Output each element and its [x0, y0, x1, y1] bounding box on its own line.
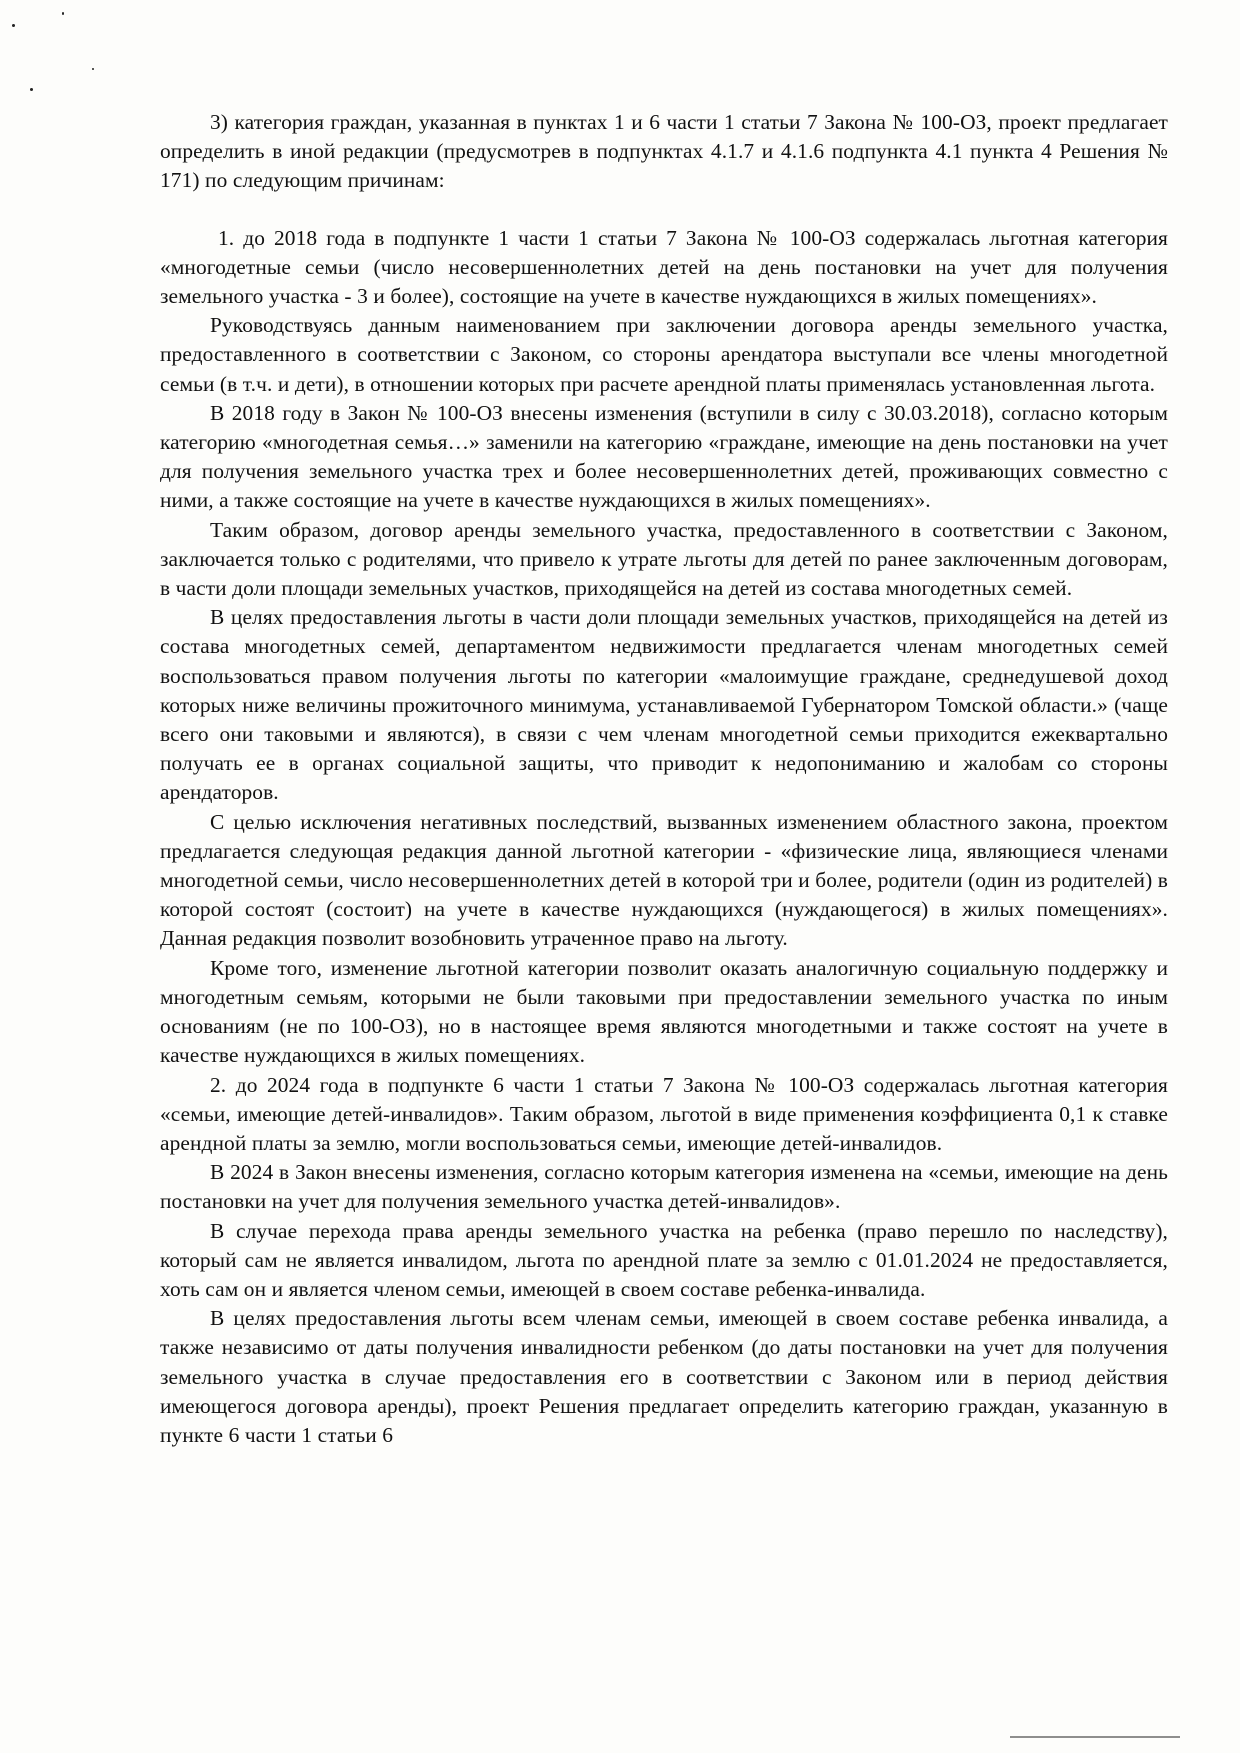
paragraph: В 2024 в Закон внесены изменения, согласно которым категория изменена на «семьи, имеющие на день постановки на учет для получения земельного участка детей-инвалидов». [160, 1160, 1168, 1214]
paragraph-item-2: 2. до 2024 года в подпункте 6 части 1 статьи 7 Закона № 100-ОЗ содержалась льготная категория «семьи, имеющие детей-инвалидов». Таким образом, льготой в виде применения коэффициента 0,1 к ставке арендной платы за землю, могли воспользоваться семьи, имеющие детей-инвалидов. [160, 1072, 1168, 1155]
paragraph: Руководствуясь данным наименованием при заключении договора аренды земельного участка, предоставленного в соответствии с Законом, со стороны арендатора выступали все члены многодетной семьи (в т.ч. и дети), в отношении которых при расчете арендной платы применялась установленная льгота. [160, 313, 1168, 396]
paragraph: В целях предоставления льготы в части доли площади земельных участков, приходящейся на детей из состава многодетных семей, департаментом недвижимости предлагается членам многодетных семей воспользоваться правом получения льготы по категории «малоимущие граждане, среднедушевой доход которых ниже величины прожиточного минимума, устанавливаемой Губернатором Томской области.» (чаще всего они таковыми и являются), в связи с чем членам многодетной семьи приходится ежеквартально получать ее в органах социальной защиты, что приводит к недопониманию и жалобам со стороны арендаторов. [160, 605, 1168, 805]
paragraph: Таким образом, договор аренды земельного участка, предоставленного в соответствии с Законом, заключается только с родителями, что привело к утрате льготы для детей по ранее заключенным договорам, в части доли площади земельных участков, приходящейся на детей из состава многодетных семей. [160, 517, 1168, 601]
paragraph: В целях предоставления льготы всем членам семьи, имеющей в своем составе ребенка инвалида, а также независимо от даты получения инвалидности ребенком (до даты постановки на учет для получения земельного участка в случае предоставления его в соответствии с Законом или в период действия имеющегося договора аренды), проект Решения предлагает определить категорию граждан, указанную в пункте 6 части 1 статьи 6 [160, 1306, 1168, 1447]
paragraph-item-1: 1. до 2018 года в подпункте 1 части 1 статьи 7 Закона № 100-ОЗ содержалась льготная категория «многодетные семьи (число несовершеннолетних детей на день постановки на учет для получения земельного участка - 3 и более), состоящие на учете в качестве нуждающихся в жилых помещениях». [160, 225, 1168, 309]
paragraph: В 2018 году в Закон № 100-ОЗ внесены изменения (вступили в силу с 30.03.2018), согласно которым категорию «многодетная семья…» заменили на категорию «граждане, имеющие на день постановки на учет для получения земельного участка трех и более несовершеннолетних детей, проживающих совместно с ними, а также состоящие на учете в качестве нуждающихся в жилых помещениях». [160, 400, 1168, 513]
paragraph-intro: 3) категория граждан, указанная в пунктах 1 и 6 части 1 статьи 7 Закона № 100-ОЗ, проект предлагает определить в иной редакции (предусмотрев в подпунктах 4.1.7 и 4.1.6 подпункта 4.1 пункта 4 Решения № 171) по следующим причинам: [160, 110, 1168, 193]
paragraph: В случае перехода права аренды земельного участка на ребенка (право перешло по наследству), который сам не является инвалидом, льгота по арендной плате за землю с 01.01.2024 не предоставляется, хоть сам он и является членом семьи, имеющей в своем составе ребенка-инвалида. [160, 1218, 1168, 1301]
scan-edge-line [1010, 1736, 1180, 1738]
document-body [160, 108, 1168, 1450]
paragraph: С целью исключения негативных последствий, вызванных изменением областного закона, проектом предлагается следующая редакция данной льготной категории - «физические лица, являющиеся членами многодетной семьи, число несовершеннолетних детей в которой три и более, родители (один из родителей) в которой состоят (состоит) на учете в качестве нуждающихся (нуждающегося) в жилых помещениях». Данная редакция позволит возобновить утраченное право на льготу. [160, 809, 1168, 951]
paragraph: Кроме того, изменение льготной категории позволит оказать аналогичную социальную поддержку и многодетным семьям, которыми не были таковыми при предоставлении земельного участка по иным основаниям (не по 100-ОЗ), но в настоящее время являются многодетными и также состоят на учете в качестве нуждающихся в жилых помещениях. [160, 955, 1168, 1068]
